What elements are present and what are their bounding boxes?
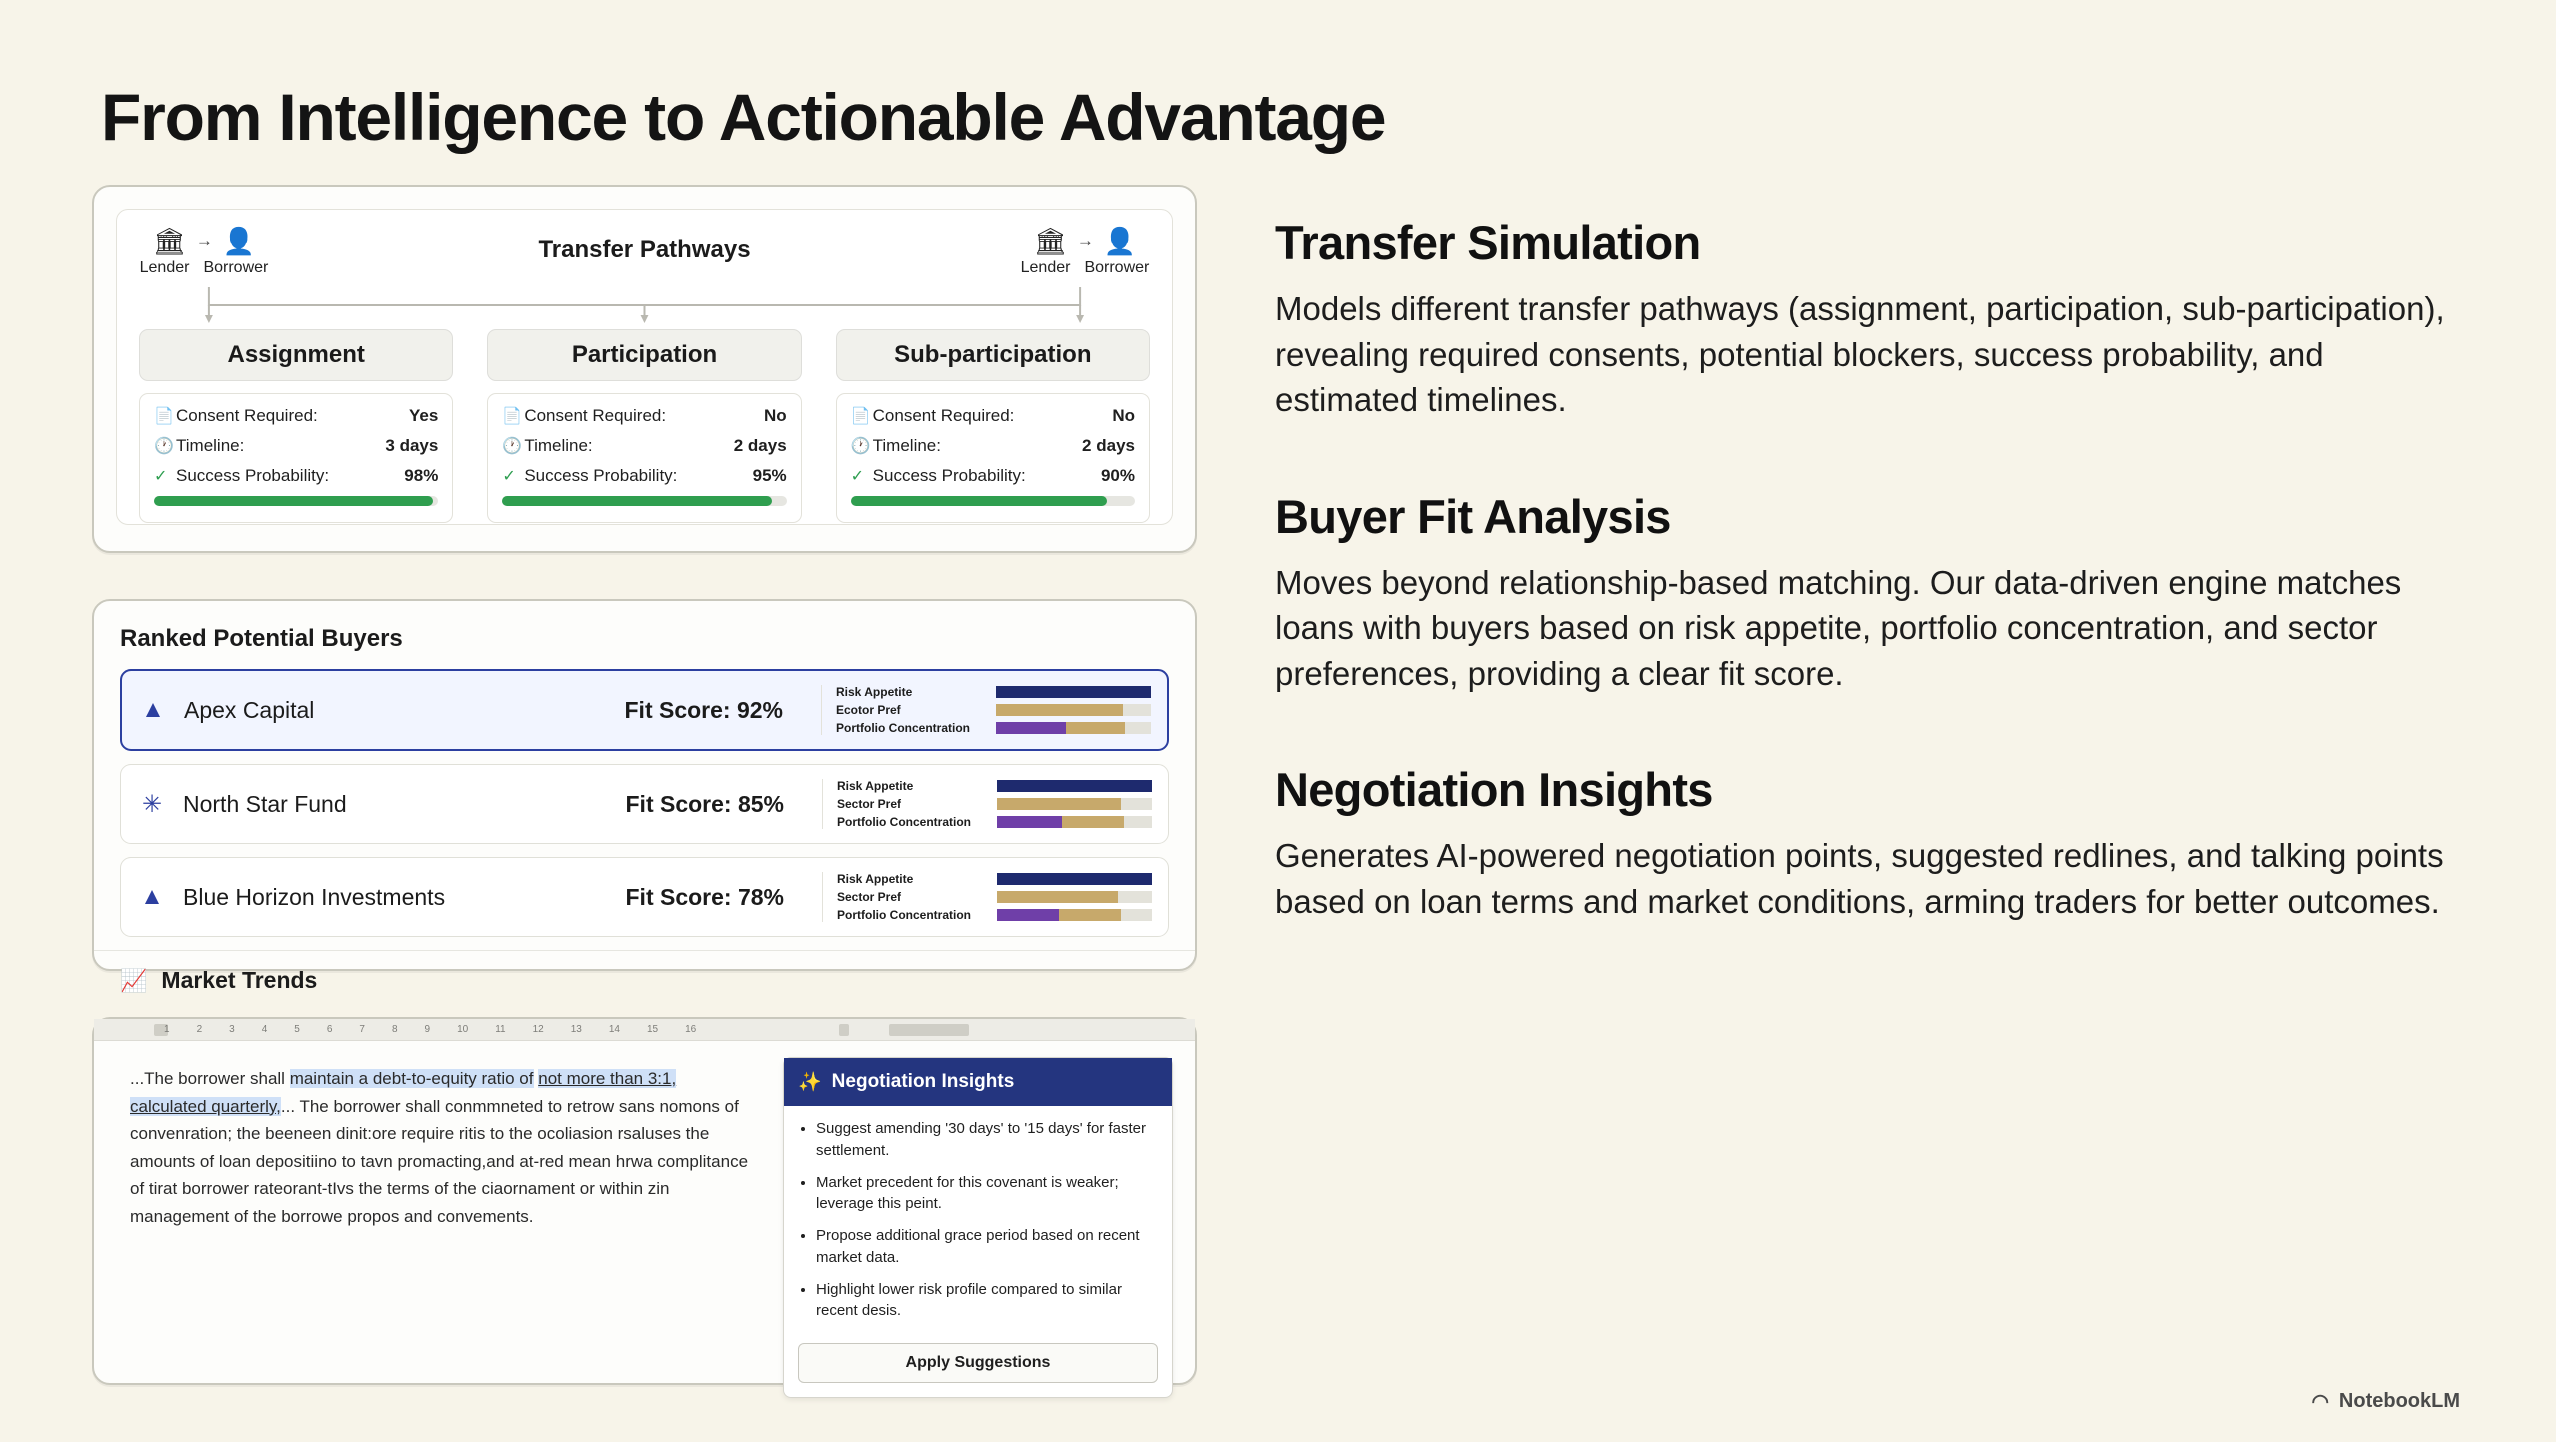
metric-label: Sector Pref <box>837 797 902 812</box>
buyer-name: Blue Horizon Investments <box>183 883 446 910</box>
content-area <box>92 185 2464 1385</box>
success-label: Success Probability: <box>524 466 678 486</box>
consent-label: Consent Required: <box>176 406 318 426</box>
doc-highlight-1: maintain a debt-to-equity ratio of <box>289 1069 534 1089</box>
document-text <box>94 1041 783 1383</box>
bank-icon: 🏛 <box>1033 226 1067 257</box>
check-icon: ✓ <box>850 468 865 486</box>
party-right-borrower-label: Borrower <box>1084 259 1150 277</box>
metric-row <box>837 908 1152 922</box>
ruler-tick: 2 <box>196 1024 203 1036</box>
metric-bar <box>996 722 1151 734</box>
metric-bar <box>997 816 1152 828</box>
consent-value: No <box>763 406 787 426</box>
metric-bar <box>997 798 1152 810</box>
metric-bar <box>997 873 1152 885</box>
sparkle-icon: ✨ <box>798 1072 822 1094</box>
metric-label: Portfolio Concentration <box>837 908 971 923</box>
pathway-sub-participation[interactable] <box>836 329 1150 523</box>
pathway-columns <box>139 329 1150 523</box>
consent-value: Yes <box>409 406 439 426</box>
arrow-right-icon: → <box>1076 231 1094 251</box>
panel-title: Negotiation Insights <box>831 1071 1015 1093</box>
arrow-right-icon: → <box>195 231 213 251</box>
metric-label: Risk Appetite <box>837 872 914 887</box>
timeline-label: Timeline: <box>872 436 941 456</box>
descriptions-column <box>1275 185 2464 1385</box>
party-right-lender-label: Lender <box>1020 259 1071 277</box>
buyer-row-blue-horizon-investments[interactable] <box>120 857 1169 937</box>
brand-label: NotebookLM <box>2338 1390 2460 1412</box>
list-item: • Propose additional grace period based on recent market data. <box>816 1225 1156 1268</box>
person-icon: 👤 <box>222 226 256 257</box>
success-value: 90% <box>1100 466 1135 486</box>
triangle-up-icon: ▲ <box>140 883 164 911</box>
ruler-tick: 8 <box>391 1024 398 1036</box>
consent-label: Consent Required: <box>872 406 1015 426</box>
bank-icon: 🏛 <box>152 226 186 257</box>
ruler-tick: 10 <box>457 1024 469 1036</box>
pathway-title: Sub-participation <box>836 329 1150 381</box>
metric-row <box>836 703 1151 717</box>
section-buyer-fit-analysis <box>1275 489 2464 697</box>
document-icon: 📄 <box>154 408 174 426</box>
pathway-title: Assignment <box>139 329 453 381</box>
section-body: Models different transfer pathways (assignment, participation, sub-participation), revealing required consents, potential blockers, success probability, and estimated timelines. <box>1275 290 2445 419</box>
section-title: Negotiation Insights <box>1275 763 1713 817</box>
apply-suggestions-button[interactable]: Apply Suggestions <box>798 1343 1158 1383</box>
transfer-simulation-card <box>92 185 1197 553</box>
metric-label: Sector Pref <box>837 890 902 905</box>
buyer-fit-score: Fit Score: 92% <box>624 696 783 723</box>
person-icon: 👤 <box>1103 226 1137 257</box>
ruler-tick: 4 <box>261 1024 268 1036</box>
negotiation-insights-card <box>92 1017 1197 1385</box>
buyer-row-north-star-fund[interactable] <box>120 764 1169 844</box>
document-icon: 📄 <box>850 408 871 426</box>
ruler-tick: 14 <box>608 1024 620 1036</box>
success-progress-bar <box>502 496 786 506</box>
notebooklm-logo-icon: ◠ <box>2311 1391 2329 1413</box>
success-value: 95% <box>752 466 787 486</box>
success-label: Success Probability: <box>872 466 1026 486</box>
pathway-participation[interactable] <box>487 329 801 523</box>
pathway-assignment[interactable] <box>139 329 453 523</box>
suggestion-list <box>784 1106 1172 1338</box>
negotiation-insights-panel <box>783 1057 1173 1397</box>
ranked-buyers-heading: Ranked Potential Buyers <box>120 625 403 653</box>
metric-label: Risk Appetite <box>836 685 913 700</box>
metric-label: Portfolio Concentration <box>836 721 970 736</box>
party-left-borrower-label: Borrower <box>203 259 269 277</box>
metric-bar <box>996 704 1151 716</box>
party-right <box>1020 228 1150 277</box>
success-progress-bar <box>851 496 1135 506</box>
timeline-value: 2 days <box>733 436 787 456</box>
metric-row <box>837 890 1152 904</box>
trend-up-icon: 📈 <box>120 967 148 993</box>
list-item: • Highlight lower risk profile compared to similar recent desis. <box>816 1279 1156 1322</box>
doc-lead: ...The borrower shall <box>130 1069 290 1089</box>
section-transfer-simulation <box>1275 215 2464 423</box>
buyer-fit-score: Fit Score: 78% <box>625 883 784 910</box>
market-trends-row[interactable] <box>94 950 1195 994</box>
clock-icon: 🕐 <box>850 438 871 456</box>
ruler-tick: 9 <box>424 1024 431 1036</box>
party-left <box>139 228 269 277</box>
document-ruler[interactable] <box>94 1019 1195 1041</box>
visuals-column <box>92 185 1197 1385</box>
buyer-row-apex-capital[interactable] <box>120 669 1169 751</box>
success-value: 98% <box>404 466 439 486</box>
metric-bar <box>997 891 1152 903</box>
ruler-tick: 6 <box>326 1024 333 1036</box>
buyer-name: North Star Fund <box>183 790 347 817</box>
ruler-tick: 11 <box>495 1024 506 1036</box>
timeline-value: 2 days <box>1082 436 1135 456</box>
consent-value: No <box>1112 406 1135 426</box>
metric-label: Portfolio Concentration <box>837 815 971 830</box>
metric-row <box>837 779 1152 793</box>
doc-highlight-2: not more than 3:1, calculated quarterly, <box>130 1069 677 1116</box>
ruler-tick: 3 <box>229 1024 235 1036</box>
success-label: Success Probability: <box>176 466 330 486</box>
timeline-label: Timeline: <box>524 436 593 456</box>
party-left-lender-label: Lender <box>139 259 190 277</box>
metric-row <box>837 797 1152 811</box>
buyer-fit-score: Fit Score: 85% <box>625 790 784 817</box>
metric-row <box>836 721 1151 735</box>
check-icon: ✓ <box>154 468 168 486</box>
ruler-tick: 13 <box>570 1024 582 1036</box>
document-icon: 📄 <box>502 408 523 426</box>
pathway-title: Participation <box>487 329 801 381</box>
panel-header <box>784 1058 1172 1106</box>
section-title: Transfer Simulation <box>1275 216 1701 270</box>
triangle-up-icon: ▲ <box>141 696 165 724</box>
section-body: Generates AI-powered negotiation points, suggested redlines, and talking points based on loan terms and market conditions, arming traders for better outcomes. <box>1275 837 2444 920</box>
metric-bar <box>996 686 1151 698</box>
buyer-metrics <box>821 685 1151 735</box>
list-item: • Suggest amending '30 days' to '15 days' for faster settlement. <box>816 1118 1156 1161</box>
ruler-tick: 12 <box>532 1024 544 1036</box>
page-title: From Intelligence to Actionable Advantage <box>101 80 1386 154</box>
transfer-diagram <box>116 209 1173 525</box>
doc-rest: ... The borrower shall conmmneted to retrow sans nomons of convenration; the beeneen dinit:ore require ritis to the ocoliasion rsaluses the amounts of loan depositiino to tavn promacting,and at-red mean hrwa complitance of tirat borrower rateorant-tIvs the terms of the ciaornament or within zin management of the borrowe propos and convements. <box>130 1096 749 1226</box>
check-icon: ✓ <box>502 468 516 486</box>
buyer-fit-card <box>92 599 1197 994</box>
timeline-label: Timeline: <box>176 436 245 456</box>
list-item: • Market precedent for this covenant is weaker; leverage this peint. <box>816 1172 1156 1215</box>
metric-row <box>837 815 1152 829</box>
ruler-tick: 5 <box>294 1024 300 1036</box>
ruler-tick: 1 <box>164 1024 170 1036</box>
buyer-metrics <box>822 779 1152 829</box>
clock-icon: 🕐 <box>502 438 523 456</box>
section-body: Moves beyond relationship-based matching. Our data-driven engine matches loans with buyers based on risk appetite, portfolio concentration, and sector preferences, providing a clear fit score. <box>1275 563 2402 692</box>
success-progress-bar <box>154 496 438 506</box>
metric-row <box>837 872 1152 886</box>
section-title: Buyer Fit Analysis <box>1275 489 1671 543</box>
star-icon: ✳ <box>141 790 163 818</box>
ruler-tick: 16 <box>685 1024 697 1036</box>
transfer-pathways-heading: Transfer Pathways <box>538 236 751 264</box>
buyer-metrics <box>822 872 1152 922</box>
timeline-value: 3 days <box>385 436 439 456</box>
ruler-tick: 15 <box>646 1024 659 1036</box>
buyer-name: Apex Capital <box>184 696 315 723</box>
metric-label: Risk Appetite <box>837 779 914 794</box>
metric-bar <box>997 780 1152 792</box>
consent-label: Consent Required: <box>524 406 667 426</box>
market-trends-label: Market Trends <box>161 967 318 994</box>
footer-brand <box>2311 1389 2460 1414</box>
section-negotiation-insights <box>1275 762 2464 924</box>
ruler-tick: 7 <box>359 1024 365 1036</box>
pathway-connector <box>199 283 1090 325</box>
clock-icon: 🕐 <box>154 438 174 456</box>
metric-label: Ecotor Pref <box>836 703 901 718</box>
metric-row <box>836 685 1151 699</box>
metric-bar <box>997 909 1152 921</box>
